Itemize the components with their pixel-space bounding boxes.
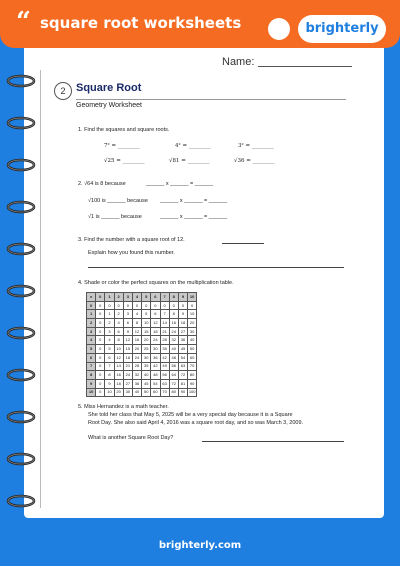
table-cell[interactable]: 81	[178, 379, 187, 388]
table-cell[interactable]: 72	[178, 371, 187, 380]
table-cell[interactable]: 0	[142, 301, 151, 310]
table-header-cell: 6	[151, 293, 160, 302]
table-cell[interactable]: 48	[151, 371, 160, 380]
table-row	[87, 379, 197, 388]
table-cell[interactable]: 60	[188, 353, 197, 362]
table-cell[interactable]: 36	[178, 336, 187, 345]
spiral-ring-icon	[6, 410, 36, 424]
table-cell[interactable]: 63	[160, 379, 169, 388]
worksheet-title: Square Root	[76, 82, 142, 94]
table-cell[interactable]: 2	[114, 310, 123, 319]
table-row	[87, 353, 197, 362]
table-cell[interactable]: 7	[105, 362, 114, 371]
table-cell[interactable]: 49	[160, 362, 169, 371]
q2-line: 2. √64 is 8 because	[78, 181, 126, 187]
table-cell[interactable]: 35	[142, 362, 151, 371]
table-cell[interactable]: 54	[178, 353, 187, 362]
spiral-ring-icon	[6, 158, 36, 172]
q1-item: √81 = ________	[169, 158, 210, 164]
table-row-header: 9	[87, 379, 96, 388]
table-cell[interactable]: 0	[96, 336, 105, 345]
table-cell[interactable]: 5	[142, 310, 151, 319]
table-cell[interactable]: 6	[114, 327, 123, 336]
table-cell[interactable]: 0	[96, 388, 105, 397]
table-cell[interactable]: 0	[96, 353, 105, 362]
q1-item: √25 = ________	[104, 158, 145, 164]
table-row-header: 3	[87, 327, 96, 336]
table-cell[interactable]: 4	[132, 310, 141, 319]
q1-item: √36 = ________	[234, 158, 275, 164]
table-cell[interactable]: 25	[142, 345, 151, 354]
table-cell[interactable]: 40	[142, 371, 151, 380]
table-cell[interactable]: 6	[151, 310, 160, 319]
table-row	[87, 362, 197, 371]
table-cell[interactable]: 0	[105, 301, 114, 310]
multiplication-table[interactable]	[86, 292, 197, 397]
quote-icon: “	[16, 7, 31, 37]
table-cell[interactable]: 27	[178, 327, 187, 336]
table-cell[interactable]: 8	[132, 319, 141, 328]
table-cell[interactable]: 8	[169, 310, 178, 319]
table-cell[interactable]: 3	[105, 327, 114, 336]
table-cell[interactable]: 90	[188, 379, 197, 388]
table-cell[interactable]: 18	[114, 379, 123, 388]
table-cell[interactable]: 24	[123, 371, 132, 380]
table-cell[interactable]: 20	[114, 388, 123, 397]
table-cell[interactable]: 14	[114, 362, 123, 371]
q3-explain: Explain how you found this number.	[88, 250, 175, 256]
table-row	[87, 319, 197, 328]
table-cell[interactable]: 36	[151, 353, 160, 362]
table-row	[87, 310, 197, 319]
table-cell[interactable]: 27	[123, 379, 132, 388]
q3-answer-field[interactable]	[222, 243, 264, 244]
table-cell[interactable]: 24	[132, 353, 141, 362]
table-cell[interactable]: 0	[151, 301, 160, 310]
table-cell[interactable]: 60	[151, 388, 160, 397]
table-cell[interactable]: 0	[96, 319, 105, 328]
table-header-cell: 10	[188, 293, 197, 302]
table-cell[interactable]: 40	[132, 388, 141, 397]
table-row-header: 0	[87, 301, 96, 310]
table-cell[interactable]: 0	[96, 371, 105, 380]
table-header-cell: 1	[105, 293, 114, 302]
table-cell[interactable]: 63	[178, 362, 187, 371]
table-cell[interactable]: 0	[96, 327, 105, 336]
q2-line: √1 is ______ because	[88, 214, 142, 220]
q3-explain-field[interactable]	[88, 267, 344, 268]
table-row-header: 5	[87, 345, 96, 354]
table-cell[interactable]: 28	[160, 336, 169, 345]
table-row	[87, 388, 197, 397]
q5-line: She told her class that May 5, 2025 will be a very special day because it is a Square	[88, 412, 293, 418]
table-cell[interactable]: 15	[123, 345, 132, 354]
q3-text: 3. Find the number with a square root of 12.	[78, 237, 185, 243]
spiral-binding	[6, 74, 36, 514]
worksheet-subtitle: Geometry Worksheet	[76, 102, 143, 109]
table-cell[interactable]: 3	[123, 310, 132, 319]
table-cell[interactable]: 80	[169, 388, 178, 397]
table-row	[87, 327, 197, 336]
table-cell[interactable]: 18	[123, 353, 132, 362]
table-cell[interactable]: 4	[105, 336, 114, 345]
table-cell[interactable]: 40	[188, 336, 197, 345]
table-cell[interactable]: 48	[169, 353, 178, 362]
table-cell[interactable]: 24	[169, 327, 178, 336]
q2-equation: ______ x ______ = ______	[146, 181, 214, 187]
table-cell[interactable]: 100	[188, 388, 197, 397]
q1-text: 1. Find the squares and square roots.	[78, 127, 170, 133]
table-cell[interactable]: 16	[169, 319, 178, 328]
table-cell[interactable]: 7	[160, 310, 169, 319]
table-header-cell: 7	[160, 293, 169, 302]
q5-answer-field[interactable]	[202, 441, 344, 442]
table-cell[interactable]: 28	[132, 362, 141, 371]
table-cell[interactable]: 12	[151, 319, 160, 328]
table-cell[interactable]: 15	[142, 327, 151, 336]
table-cell[interactable]: 18	[151, 327, 160, 336]
table-cell[interactable]: 5	[105, 345, 114, 354]
q5-line: 5. Miss Hernandez is a math teacher.	[78, 404, 169, 410]
table-cell[interactable]: 0	[96, 301, 105, 310]
table-row	[87, 301, 197, 310]
spiral-ring-icon	[6, 452, 36, 466]
circle-icon	[268, 18, 290, 40]
table-cell[interactable]: 20	[188, 319, 197, 328]
table-cell[interactable]: 0	[96, 310, 105, 319]
table-cell[interactable]: 30	[188, 327, 197, 336]
q5-line: Root Day. She also said April 4, 2016 was a square root day, and so was March 3, 2009.	[88, 420, 304, 426]
table-cell[interactable]: 35	[160, 345, 169, 354]
table-cell[interactable]: 0	[132, 301, 141, 310]
table-cell[interactable]: 54	[151, 379, 160, 388]
table-cell[interactable]: 12	[114, 353, 123, 362]
table-cell[interactable]: 40	[169, 345, 178, 354]
table-cell[interactable]: 70	[160, 388, 169, 397]
q4-text: 4. Shade or color the perfect squares on the multiplication table.	[78, 280, 234, 286]
title-divider	[76, 99, 346, 100]
table-cell[interactable]: 64	[169, 371, 178, 380]
table-cell[interactable]: 32	[132, 371, 141, 380]
table-header-cell: 0	[96, 293, 105, 302]
name-label: Name:	[222, 56, 255, 68]
table-cell[interactable]: 24	[151, 336, 160, 345]
table-cell[interactable]: 30	[151, 345, 160, 354]
table-cell[interactable]: 70	[188, 362, 197, 371]
q1-item: 4² = ________	[175, 143, 211, 149]
table-cell[interactable]: 4	[114, 319, 123, 328]
q2-equation: ______ x ______ = ______	[160, 198, 228, 204]
table-cell[interactable]: 0	[96, 345, 105, 354]
table-header-row	[87, 293, 197, 302]
table-cell[interactable]: 16	[114, 371, 123, 380]
table-cell[interactable]: 2	[105, 319, 114, 328]
table-cell[interactable]: 42	[151, 362, 160, 371]
table-cell[interactable]: 10	[114, 345, 123, 354]
table-cell[interactable]: 30	[123, 388, 132, 397]
table-cell[interactable]: 20	[132, 345, 141, 354]
table-cell[interactable]: 20	[142, 336, 151, 345]
table-header-cell: 9	[178, 293, 187, 302]
name-field[interactable]	[258, 66, 352, 67]
table-cell[interactable]: 45	[178, 345, 187, 354]
q1-item: 7² = ________	[104, 143, 140, 149]
table-cell[interactable]: 0	[96, 362, 105, 371]
spiral-ring-icon	[6, 284, 36, 298]
table-cell[interactable]: 6	[123, 319, 132, 328]
table-cell[interactable]: 21	[123, 362, 132, 371]
table-header-cell: 5	[142, 293, 151, 302]
table-cell[interactable]: 56	[169, 362, 178, 371]
table-cell[interactable]: 9	[178, 310, 187, 319]
spiral-ring-icon	[6, 326, 36, 340]
spiral-ring-icon	[6, 200, 36, 214]
table-row	[87, 371, 197, 380]
table-cell[interactable]: 21	[160, 327, 169, 336]
table-row	[87, 345, 197, 354]
spiral-ring-icon	[6, 116, 36, 130]
table-cell[interactable]: 9	[105, 379, 114, 388]
table-cell[interactable]: 12	[123, 336, 132, 345]
margin-line	[40, 70, 41, 508]
spiral-ring-icon	[6, 494, 36, 508]
brand-logo[interactable]: brighterly	[298, 15, 386, 43]
table-cell[interactable]: 12	[132, 327, 141, 336]
table-row	[87, 336, 197, 345]
q1-item: 3² = ________	[238, 143, 274, 149]
table-header-cell: 3	[123, 293, 132, 302]
worksheet-number: 2	[54, 82, 72, 100]
spiral-ring-icon	[6, 242, 36, 256]
footer-site[interactable]: brighterly.com	[158, 540, 242, 551]
table-cell[interactable]: 45	[142, 379, 151, 388]
table-cell[interactable]: 80	[188, 371, 197, 380]
table-row-header: 2	[87, 319, 96, 328]
table-cell[interactable]: 8	[105, 371, 114, 380]
table-row-header: 8	[87, 371, 96, 380]
table-cell[interactable]: 0	[114, 301, 123, 310]
table-cell[interactable]: 14	[160, 319, 169, 328]
table-row-header: 4	[87, 336, 96, 345]
table-row-header: 1	[87, 310, 96, 319]
table-row-header: 7	[87, 362, 96, 371]
table-cell[interactable]: 16	[132, 336, 141, 345]
table-cell[interactable]: 30	[142, 353, 151, 362]
page-title: square root worksheets	[40, 14, 242, 32]
q5-question: What is another Square Root Day?	[88, 435, 174, 441]
spiral-ring-icon	[6, 74, 36, 88]
table-cell[interactable]: 9	[123, 327, 132, 336]
table-cell[interactable]: 18	[178, 319, 187, 328]
table-cell[interactable]: 0	[169, 301, 178, 310]
table-row-header: 10	[87, 388, 96, 397]
table-cell[interactable]: 0	[160, 301, 169, 310]
q2-line: √100 is ______ because	[88, 198, 148, 204]
table-cell[interactable]: 10	[188, 310, 197, 319]
table-cell[interactable]: 56	[160, 371, 169, 380]
table-cell[interactable]: 42	[160, 353, 169, 362]
table-header-cell: x	[87, 293, 96, 302]
table-cell[interactable]: 90	[178, 388, 187, 397]
q2-equation: ______ x ______ = ______	[160, 214, 228, 220]
table-cell[interactable]: 50	[188, 345, 197, 354]
table-cell[interactable]: 1	[105, 310, 114, 319]
spiral-ring-icon	[6, 368, 36, 382]
table-cell[interactable]: 50	[142, 388, 151, 397]
table-cell[interactable]: 6	[105, 353, 114, 362]
table-cell[interactable]: 72	[169, 379, 178, 388]
header-bar	[0, 0, 400, 48]
table-header-cell: 2	[114, 293, 123, 302]
table-header-cell: 4	[132, 293, 141, 302]
table-cell[interactable]: 0	[178, 301, 187, 310]
table-cell[interactable]: 32	[169, 336, 178, 345]
table-cell[interactable]: 0	[123, 301, 132, 310]
table-cell[interactable]: 8	[114, 336, 123, 345]
table-cell[interactable]: 10	[105, 388, 114, 397]
table-row-header: 6	[87, 353, 96, 362]
table-cell[interactable]: 0	[96, 379, 105, 388]
table-header-cell: 8	[169, 293, 178, 302]
table-cell[interactable]: 36	[132, 379, 141, 388]
table-cell[interactable]: 0	[188, 301, 197, 310]
table-cell[interactable]: 10	[142, 319, 151, 328]
